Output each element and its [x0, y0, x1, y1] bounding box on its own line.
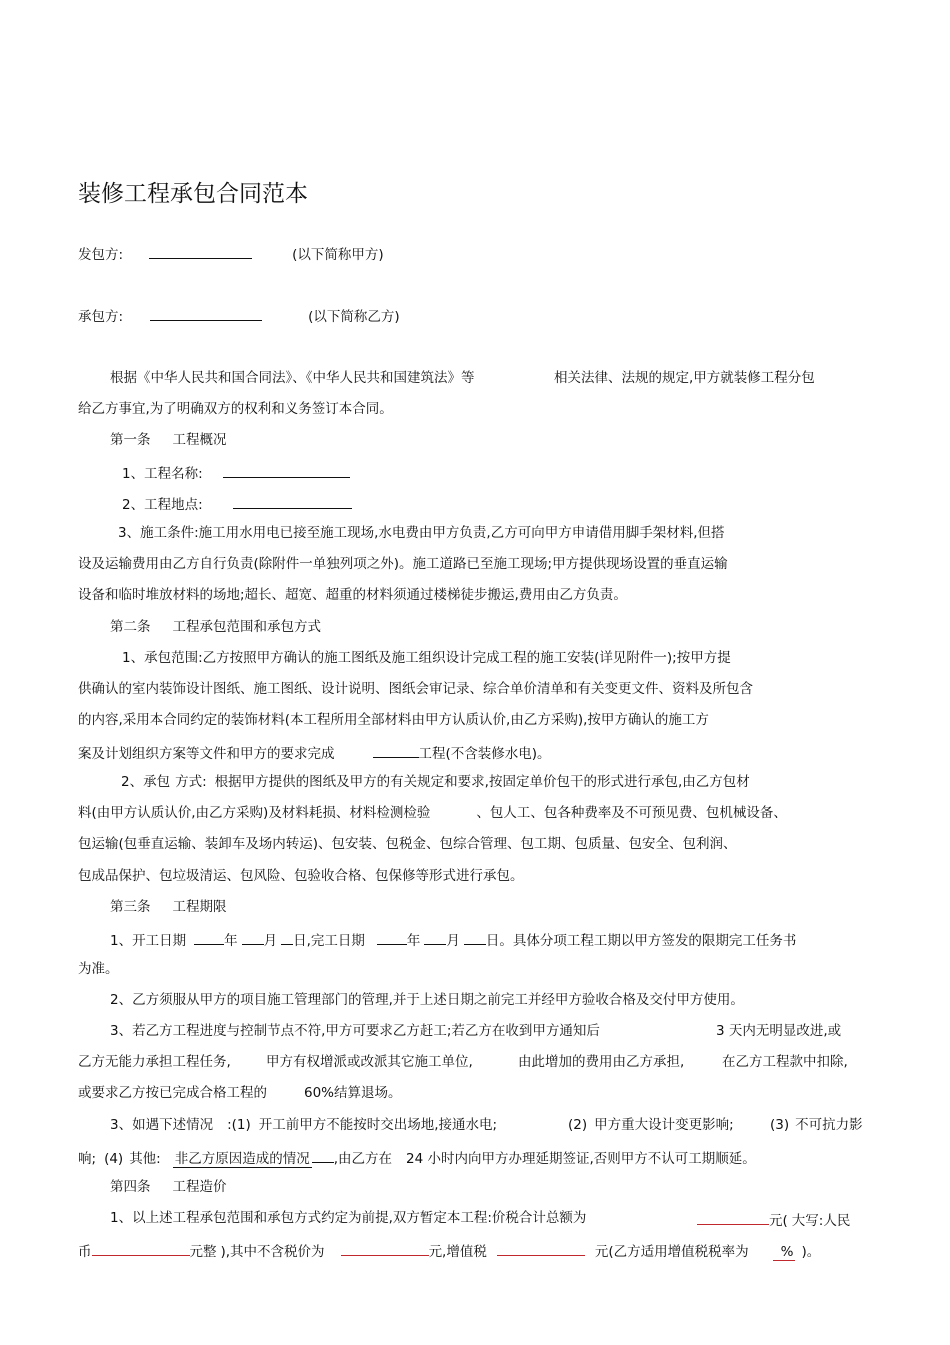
extension-line-2: 响; (4) 其他: 非乙方原因造成的情况 ,由乙方在 24 小时内向甲方办理延期签证,否则甲方不认可工期顺延。 [78, 1147, 756, 1168]
end-day-blank[interactable] [464, 929, 486, 945]
extension-line-1b: (2) 甲方重大设计变更影响; [568, 1117, 734, 1133]
price-line-1a: 1、以上述工程承包范围和承包方式约定为前提,双方暂定本工程:价税合计总额为 [110, 1210, 587, 1226]
mode-line-1: 2、承包 方式: 根据甲方提供的图纸及甲方的有关规定和要求,按固定单价包干的形式进行承包,由乙方包材 [121, 774, 750, 790]
vat-amount-blank[interactable] [497, 1240, 585, 1256]
party-a-label: 发包方: [78, 247, 124, 263]
delay-line-1a: 3、若乙方工程进度与控制节点不符,甲方可要求乙方赶工;若乙方在收到甲方通知后 [110, 1023, 600, 1039]
pre-tax-amount-blank[interactable] [341, 1240, 429, 1256]
mode-line-2: 料(由甲方认质认价,由乙方采购)及材料耗损、材料检测检验 、包人工、包各种费率及不可预见费、包机械设备、 [78, 805, 787, 821]
delay-line-3b: 60%结算退场。 [304, 1085, 402, 1101]
total-amount-blank[interactable] [697, 1209, 769, 1225]
party-b-label: 承包方: [78, 309, 124, 325]
article-1-heading: 第一条 工程概况 [110, 432, 227, 448]
project-name-line [122, 462, 350, 483]
scope-line-1: 1、承包范围:乙方按照甲方确认的施工图纸及施工组织设计完成工程的施工安装(详见附件一);按甲方提 [122, 650, 731, 666]
conditions-line-1: 3、施工条件:施工用水用电已接至施工现场,水电费由甲方负责,乙方可向甲方申请借用脚手架材料,但搭 [118, 525, 725, 541]
party-b-blank[interactable] [150, 305, 262, 321]
article-3-heading: 第三条 工程期限 [110, 899, 227, 915]
extension-line-1a: 3、如遇下述情况 :(1) 开工前甲方不能按时交出场地,接通水电; [110, 1117, 498, 1133]
conditions-line-2: 设及运输费用由乙方自行负责(除附件一单独列项之外)。施工道路已至施工现场;甲方提供现场设置的垂直运输 [78, 556, 728, 572]
delay-line-3a: 或要求乙方按已完成合格工程的 [78, 1085, 267, 1101]
intro-line-2: 给乙方事宜,为了明确双方的权利和义务签订本合同。 [78, 401, 393, 417]
scope-line-4: 案及计划组织方案等文件和甲方的要求完成 工程(不含装修水电)。 [78, 742, 551, 763]
scope-project-blank[interactable] [373, 742, 419, 758]
project-name-label: 1、工程名称: [122, 466, 203, 482]
management-line: 2、乙方须服从甲方的项目施工管理部门的管理,并于上述日期之前完工并经甲方验收合格及交付甲方使用。 [110, 992, 744, 1008]
article-4-heading: 第四条 工程造价 [110, 1179, 227, 1195]
start-day-blank[interactable] [281, 929, 293, 945]
party-a-line [78, 243, 384, 264]
vat-rate-field[interactable]: % [773, 1244, 796, 1261]
delay-line-2d: 在乙方工程款中扣除, [722, 1054, 848, 1070]
mode-line-4: 包成品保护、包垃圾清运、包风险、包验收合格、包保修等形式进行承包。 [78, 868, 524, 884]
party-b-note: (以下简称乙方) [308, 309, 400, 325]
party-a-note: (以下简称甲方) [292, 247, 384, 263]
document-title: 装修工程承包合同范本 [78, 181, 308, 207]
conditions-line-3: 设备和临时堆放材料的场地;超长、超宽、超重的材料须通过楼梯徒步搬运,费用由乙方负责。 [78, 587, 627, 603]
delay-line-2b: 甲方有权增派或改派其它施工单位, [266, 1054, 473, 1070]
article-2-heading: 第二条 工程承包范围和承包方式 [110, 619, 321, 635]
end-year-blank[interactable] [377, 929, 407, 945]
dates-line-1: 1、开工日期 年 月 日,完工日期 年 月 日。具体分项工程工期以甲方签发的限期完工任务书 [110, 929, 796, 950]
start-month-blank[interactable] [242, 929, 264, 945]
price-line-1b: 元( 大写:人民 [697, 1209, 850, 1230]
party-a-blank[interactable] [149, 243, 252, 259]
extension-line-1c: (3) 不可抗力影 [770, 1117, 863, 1133]
mode-line-3: 包运输(包垂直运输、装卸车及场内转运)、包安装、包税金、包综合管理、包工期、包质量、包安全、包利润、 [78, 836, 737, 852]
price-line-2: 币 元整 ),其中不含税价为 元,增值税 元(乙方适用增值税税率为 % )。 [78, 1240, 820, 1261]
scope-line-2: 供确认的室内装饰设计图纸、施工图纸、设计说明、图纸会审记录、综合单价清单和有关变更文件、资料及所包含 [78, 681, 753, 697]
other-reason-field[interactable]: 非乙方原因造成的情况 [174, 1151, 310, 1167]
delay-line-2a: 乙方无能力承担工程任务, [78, 1054, 231, 1070]
dates-line-2: 为准。 [78, 961, 119, 977]
delay-line-1b: 3 天内无明显改进,或 [716, 1023, 842, 1039]
start-year-blank[interactable] [194, 929, 224, 945]
amount-in-words-blank[interactable] [92, 1240, 190, 1256]
scope-line-3: 的内容,采用本合同约定的装饰材料(本工程所用全部材料由甲方认质认价,由乙方采购),按甲方确认的施工方 [78, 712, 709, 728]
project-site-line [122, 493, 352, 514]
project-name-blank[interactable] [223, 462, 350, 478]
intro-line-1b: 相关法律、法规的规定,甲方就装修工程分包 [554, 370, 815, 386]
project-site-blank[interactable] [233, 493, 352, 509]
delay-line-2c: 由此增加的费用由乙方承担, [518, 1054, 685, 1070]
intro-line-1a: 根据《中华人民共和国合同法》、《中华人民共和国建筑法》等 [110, 370, 475, 386]
end-month-blank[interactable] [424, 929, 446, 945]
party-b-line [78, 305, 400, 326]
project-site-label: 2、工程地点: [122, 497, 203, 513]
